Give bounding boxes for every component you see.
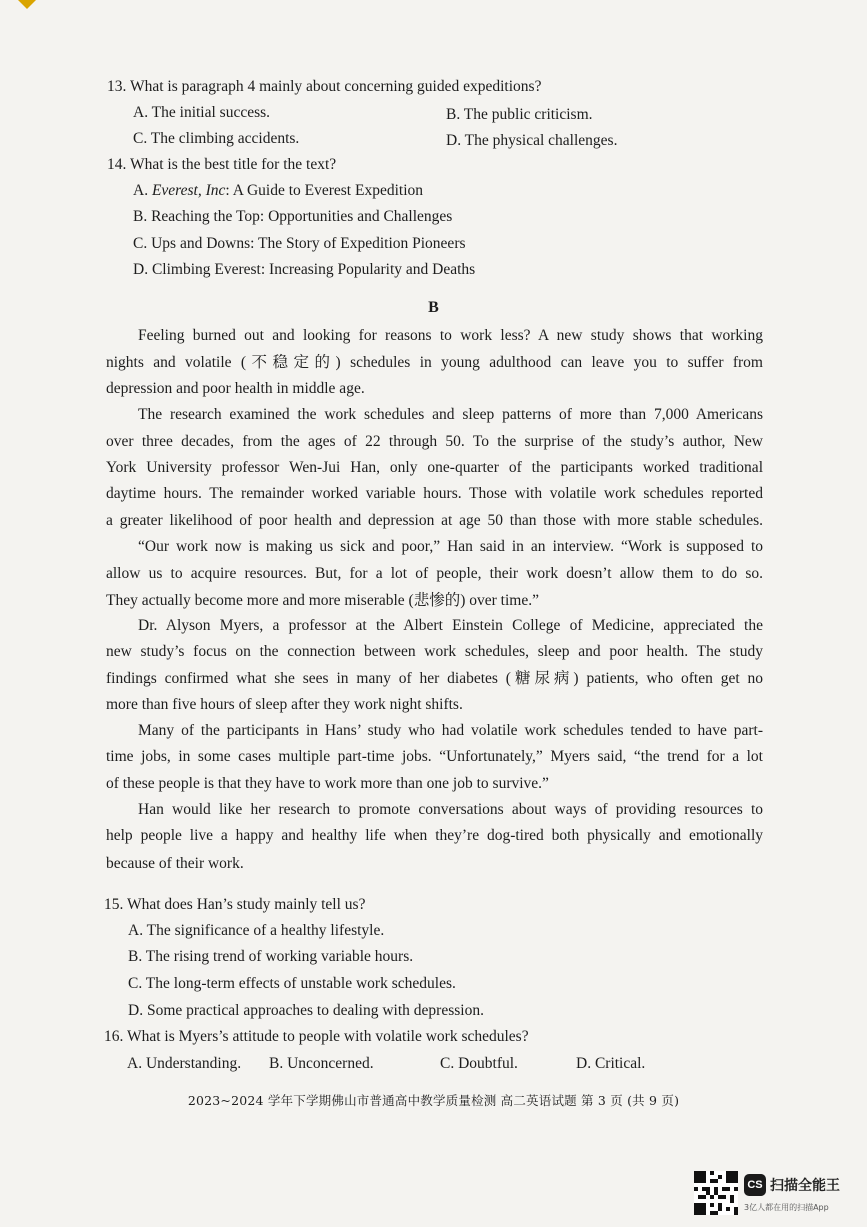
passage-line: The research examined the work schedules and sleep patterns of more than 7,000 Americans	[138, 406, 763, 423]
question-13-option-c: C. The climbing accidents.	[133, 130, 300, 147]
question-16-option-c: C. Doubtful.	[440, 1055, 518, 1072]
passage-line: help people live a happy and healthy life when they’re dog-tired both physically and emotionally	[106, 827, 763, 844]
passage-line: “Our work now is making us sick and poor,” Han said in an interview. “Work is supposed to	[138, 538, 763, 555]
question-13-option-d: D. The physical challenges.	[446, 132, 618, 149]
option-a-prefix: A.	[133, 182, 152, 199]
question-16-stem: 16. What is Myers’s attitude to people with volatile work schedules?	[104, 1028, 529, 1045]
passage-line: nights and volatile (不稳定的) schedules in young adulthood can leave you to suffer from	[106, 354, 763, 371]
page-footer: 2023~2024 学年下学期佛山市普通高中教学质量检测 高二英语试题 第 3 页 (共 9 页)	[187, 1093, 680, 1108]
question-15-option-a: A. The significance of a healthy lifestyle.	[128, 922, 385, 939]
passage-line: Feeling burned out and looking for reasons to work less? A new study shows that working	[138, 327, 763, 344]
passage-line: a greater likelihood of poor health and depression at age 50 than those with more stable schedules.	[106, 512, 763, 529]
question-15-option-d: D. Some practical approaches to dealing with depression.	[128, 1002, 484, 1019]
passage-line: depression and poor health in middle age.	[106, 380, 365, 397]
passage-line: findings confirmed what she sees in many of her diabetes (糖尿病) patients, who often get no	[106, 670, 763, 687]
passage-line: daytime hours. The remainder worked variable hours. Those with volatile work schedules reported	[106, 485, 763, 502]
passage-line: more than five hours of sleep after they work night shifts.	[106, 696, 463, 713]
passage-line: because of their work.	[106, 855, 244, 872]
question-16-option-d: D. Critical.	[576, 1055, 646, 1072]
section-title: B	[428, 299, 439, 316]
passage-line: over three decades, from the ages of 22 through 50. To the surprise of the study’s author, New	[106, 433, 763, 450]
question-14-option-d: D. Climbing Everest: Increasing Popularity and Deaths	[133, 261, 476, 278]
question-13-option-a: A. The initial success.	[133, 104, 271, 121]
question-16-option-b: B. Unconcerned.	[269, 1055, 374, 1072]
passage-line: time jobs, in some cases multiple part-time jobs. “Unfortunately,” Myers said, “the trend for a lot	[106, 748, 763, 765]
passage-line: allow us to acquire resources. But, for a lot of people, their work doesn’t allow them to do so.	[106, 565, 763, 582]
passage-line: They actually become more and more miserable (悲惨的) over time.”	[106, 592, 539, 609]
camscanner-name: 扫描全能王	[770, 1178, 840, 1194]
question-15-stem: 15. What does Han’s study mainly tell us?	[104, 896, 366, 913]
question-14-stem: 14. What is the best title for the text?	[107, 156, 337, 173]
option-a-italic-title: Everest, Inc	[151, 182, 226, 199]
qr-code-icon	[694, 1171, 738, 1215]
passage-line: Many of the participants in Hans’ study who had volatile work schedules tended to have part-	[138, 722, 763, 739]
passage-line: Han would like her research to promote conversations about ways of providing resources to	[138, 801, 763, 818]
question-14-option-c: C. Ups and Downs: The Story of Expedition Pioneers	[133, 235, 466, 252]
question-15-option-c: C. The long-term effects of unstable work schedules.	[128, 975, 456, 992]
question-15-option-b: B. The rising trend of working variable hours.	[128, 948, 414, 965]
camscanner-tagline: 3亿人都在用的扫描App	[744, 1203, 829, 1212]
question-14-option-b: B. Reaching the Top: Opportunities and Challenges	[133, 208, 453, 225]
question-13-option-b: B. The public criticism.	[446, 106, 593, 123]
question-13-stem: 13. What is paragraph 4 mainly about concerning guided expeditions?	[107, 78, 542, 95]
passage-line: Dr. Alyson Myers, a professor at the Albert Einstein College of Medicine, appreciated the	[138, 617, 763, 634]
question-16-option-a: A. Understanding.	[127, 1055, 242, 1072]
option-a-rest: : A Guide to Everest Expedition	[225, 182, 424, 199]
question-14-option-a	[133, 182, 423, 200]
passage-line: York University professor Wen-Jui Han, only one-quarter of the participants worked traditional	[106, 459, 763, 476]
passage-line: of these people is that they have to work more than one job to survive.”	[106, 775, 549, 792]
passage-line: new study’s focus on the connection between work schedules, sleep and poor health. The study	[106, 643, 763, 660]
camscanner-logo: CS	[744, 1174, 766, 1196]
